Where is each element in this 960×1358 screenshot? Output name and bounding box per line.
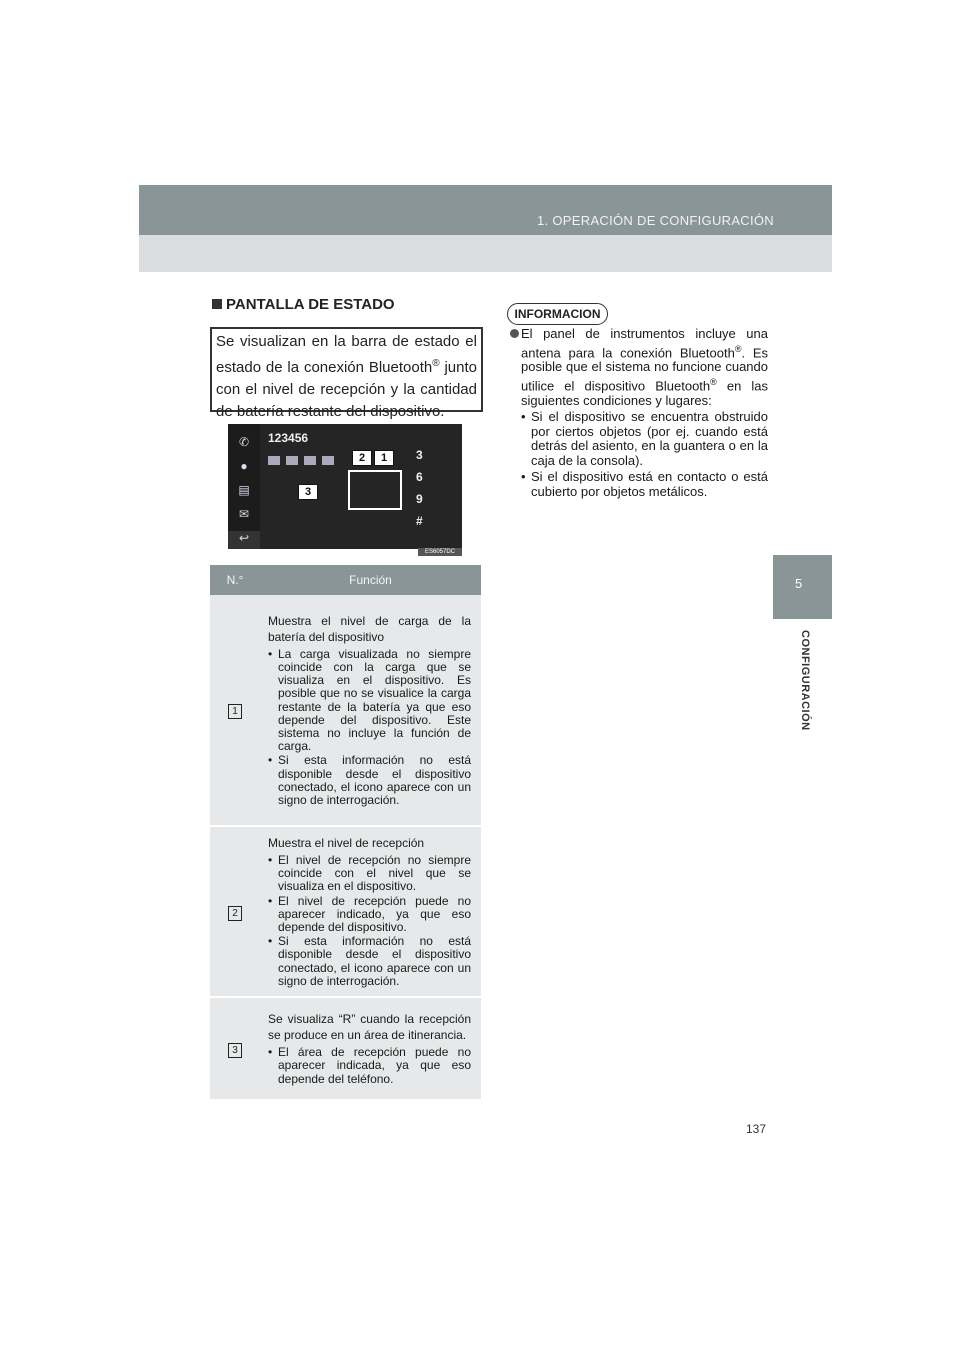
keypad-icon: ▤: [238, 483, 250, 497]
page-number: 137: [746, 1122, 767, 1136]
message-icon: ✉: [238, 507, 250, 521]
callout-badge: 2: [352, 450, 372, 466]
column-header-number: N.°: [210, 565, 260, 595]
row-number: 1: [228, 704, 242, 719]
callout-badge: 1: [374, 450, 394, 466]
row-description: Se visualiza “R” cuando la recepción se produce en un área de itinerancia.: [268, 1012, 471, 1043]
row-bullet: • El nivel de recepción puede no aparecer indicado, ya que eso depende del dispositivo.: [268, 895, 471, 935]
chapter-tab: [773, 555, 832, 619]
info-item: • Si el dispositivo está en contacto o está cubierto por objetos metálicos.: [510, 470, 768, 499]
status-highlight-box: [348, 470, 402, 510]
key-label: 6: [416, 470, 423, 484]
table-row: [210, 595, 481, 826]
row-number: 2: [228, 906, 242, 921]
chapter-label: CONFIGURACIÓN: [799, 630, 811, 731]
intro-text-end: junto con el nivel de recepción y la cantidad de batería restante del dispositivo.: [216, 359, 477, 420]
info-block: [510, 327, 768, 499]
square-bullet-icon: [212, 299, 222, 309]
row-description: Muestra el nivel de recepción: [268, 836, 425, 850]
header-subbar: [139, 235, 832, 272]
key-label: 9: [416, 492, 423, 506]
phone-icon: ✆: [238, 435, 250, 449]
info-item: • Si el dispositivo se encuentra obstruido por ciertos objetos (por ej. cuando está detrás del asiento, en la guantera o en la caja de la consola).: [510, 410, 768, 468]
row-bullet: • Si esta información no está disponible desde el dispositivo conectado, el icono aparece con un signo de interrogación.: [268, 754, 471, 807]
info-text: El panel de instrumentos incluye una antena para la conexión Bluetooth®. Es posible que el sistema no funcione cuando utilice el dispositivo Bluetooth® en las siguientes condiciones y lugares:: [521, 326, 768, 408]
column-header-function: Función: [260, 565, 481, 595]
row-bullet: • La carga visualizada no siempre coincide con la carga que se visualiza en el dispositivo. Es posible que no se visualice la carga restante de la batería ya que eso depende del dispositivo. Este sistema no incluye la función de carga.: [268, 648, 471, 754]
function-table: [210, 565, 481, 1101]
row-bullet: • Si esta información no está disponible desde el dispositivo conectado, el icono aparece con un signo de interrogación.: [268, 935, 471, 988]
screen-illustration: [228, 424, 462, 549]
back-icon: ↩: [228, 531, 260, 549]
chapter-number: 5: [795, 576, 803, 591]
row-bullet: • El área de recepción puede no aparecer indicada, ya que eso depende del teléfono.: [268, 1046, 471, 1086]
row-number: 3: [228, 1043, 242, 1058]
contacts-icon: ●: [240, 459, 248, 473]
row-description: Muestra el nivel de carga de la batería del dispositivo: [268, 613, 471, 644]
key-label: #: [416, 514, 423, 528]
intro-box: [210, 327, 483, 420]
registered-mark: ®: [432, 358, 440, 369]
screen-phone-number: 123456: [268, 431, 309, 445]
image-code: ES6057DC: [418, 548, 462, 556]
intro-text: Se visualizan en la barra de estado el estado de la conexión Bluetooth: [216, 333, 477, 376]
row-bullet: • El nivel de recepción no siempre coincide con el nivel que se visualiza en el dispositivo.: [268, 854, 471, 894]
table-row: [210, 826, 481, 997]
section-title: PANTALLA DE ESTADO: [212, 296, 395, 313]
chapter-title: 1. OPERACIÓN DE CONFIGURACIÓN: [537, 213, 774, 228]
callout-badge: 3: [298, 484, 318, 500]
table-row: [210, 997, 481, 1100]
key-label: 3: [416, 448, 423, 462]
screen-keypad: [416, 444, 436, 532]
info-label: INFORMACION: [507, 303, 608, 325]
info-dot-icon: [510, 329, 519, 338]
